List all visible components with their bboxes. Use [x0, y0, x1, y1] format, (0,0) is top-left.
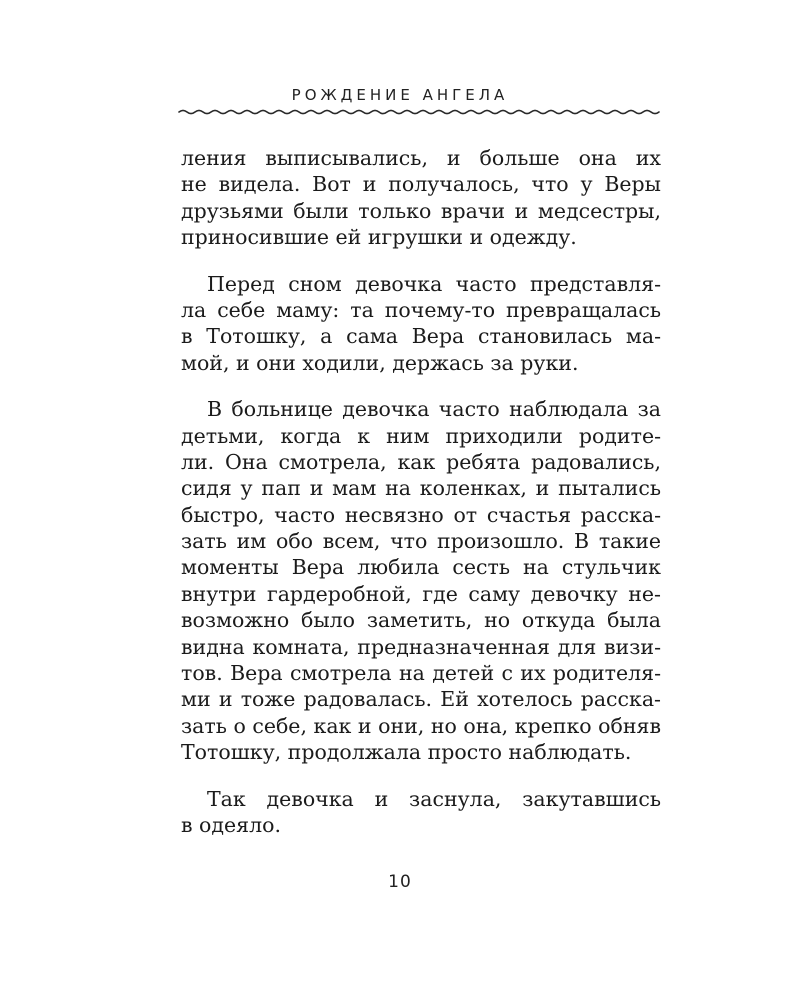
- paragraph-1: [181, 145, 661, 251]
- text-line: Так девочка и заснула, закутавшись: [207, 786, 661, 811]
- text-line: ления выписывались, и больше она их: [181, 146, 661, 170]
- paragraph-3: [181, 396, 661, 765]
- paragraph-2: [181, 271, 661, 377]
- text-line: ли. Она смотрела, как ребята радовались,: [181, 449, 661, 474]
- text-line: мой, и они ходили, держась за руки.: [181, 350, 579, 375]
- text-line: приносившие ей игрушки и одежду.: [181, 225, 577, 250]
- text-line: сидя у пап и мам на коленках, и пытались: [181, 476, 661, 501]
- text-line: Перед сном девочка часто представля-: [207, 271, 661, 296]
- text-line: детьми, когда к ним приходили родите-: [181, 423, 661, 448]
- text-line: внутри гардеробной, где саму девочку не-: [181, 581, 661, 606]
- text-line: зать им обо всем, что произошло. В такие: [181, 529, 661, 554]
- page-number: 10: [388, 872, 412, 892]
- text-line: быстро, часто несвязно от счастья расска-: [181, 502, 661, 527]
- text-line: в одеяло.: [181, 812, 281, 837]
- text-line: моменты Вера любила сесть на стульчик: [181, 555, 661, 580]
- running-header: РОЖДЕНИЕ АНГЕЛА: [291, 86, 509, 104]
- text-line: друзьями были только врачи и медсестры,: [181, 198, 661, 223]
- text-line: в Тотошку, а сама Вера становилась ма-: [181, 324, 661, 349]
- text-line: В больнице девочка часто наблюдала за: [207, 397, 661, 422]
- text-line: не видела. Вот и получалось, что у Веры: [181, 172, 661, 197]
- text-line: возможно было заметить, но откуда была: [181, 608, 661, 633]
- paragraph-4: [181, 786, 661, 839]
- text-line: зать о себе, как и они, но она, крепко обняв: [181, 713, 661, 738]
- wavy-divider: [178, 105, 660, 119]
- body-text: [181, 145, 661, 858]
- text-line: Тотошку, продолжала просто наблюдать.: [181, 740, 632, 765]
- text-line: тов. Вера смотрела на детей с их родителя-: [181, 661, 661, 686]
- text-line: ми и тоже радовалась. Ей хотелось расска-: [181, 687, 661, 712]
- text-line: ла себе маму: та почему-то превращалась: [181, 297, 661, 322]
- text-line: видна комната, предназначенная для визи-: [181, 634, 661, 659]
